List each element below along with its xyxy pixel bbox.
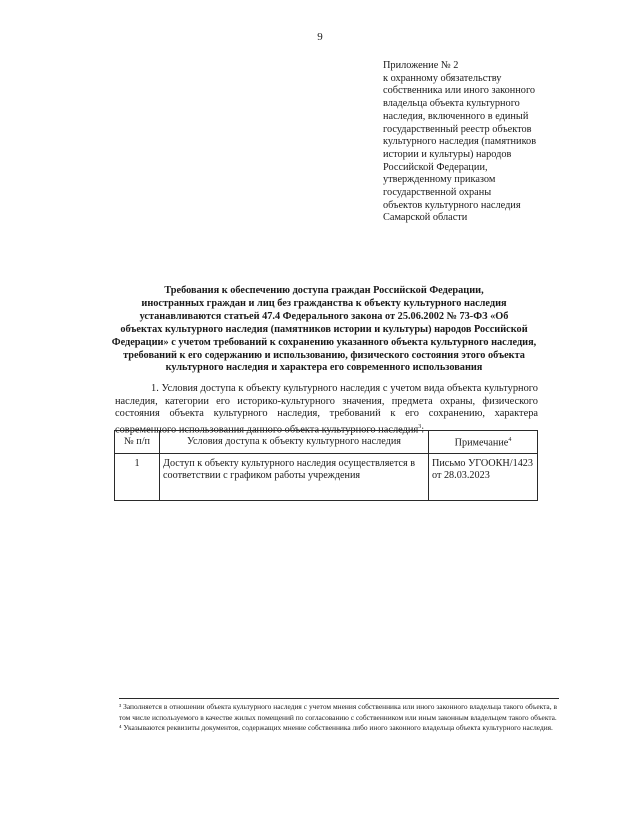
appendix-line: объектов культурного наследия (383, 199, 521, 211)
access-conditions-table (114, 430, 538, 501)
cell-conditions: Доступ к объекту культурного наследия осуществляется в соответствии с графиком работы учреждения (160, 454, 429, 501)
appendix-block (383, 60, 613, 225)
appendix-line: Самарской области (383, 212, 468, 224)
appendix-line: истории и культуры) народов (383, 148, 512, 160)
heading-line: Федерации» с учетом требований к сохранению указанного объекта культурного наследия, (111, 336, 537, 348)
footnote-3: ³ Заполняется в отношении объекта культурного наследия с учетом мнения собственника или иного законного владельца такого объекта, в том числе используемого в качестве жилых помещений по согласованию с собственником или иным законным владельцем такого объекта. (119, 702, 557, 722)
appendix-line: государственной охраны (383, 187, 492, 199)
paragraph-text: 1. Условия доступа к объекту культурного наследия с учетом вида объекта культурного наследия, категории его историко-культурного значения, предмета охраны, физического состояния объекта культурного наследия, требований к его сохранению, характера современного использования данного объекта культурного наследия (115, 383, 538, 436)
heading-line: культурного наследия и характера его современного использования (165, 362, 483, 374)
footnote-separator (119, 698, 559, 699)
heading-line: объектах культурного наследия (памятников истории и культуры) народов Российской (120, 323, 528, 335)
appendix-line: владельца объекта культурного (383, 98, 520, 110)
header-note (429, 431, 538, 454)
appendix-line: собственника или иного законного (383, 85, 536, 97)
table-row (115, 454, 538, 501)
heading-line: устанавливаются статьей 47.4 Федерального закона от 25.06.2002 № 73-ФЗ «Об (139, 310, 509, 322)
header-conditions: Условия доступа к объекту культурного наследия (160, 431, 429, 454)
appendix-line: к охранному обязательству (383, 72, 502, 84)
appendix-line: Приложение № 2 (383, 60, 459, 71)
appendix-line: наследия, включенного в единый (383, 110, 529, 122)
cell-number: 1 (115, 454, 160, 501)
appendix-line: Российской Федерации, (383, 161, 488, 173)
footnote-ref-3: 3 (418, 424, 422, 431)
appendix-line: государственный реестр объектов (383, 123, 532, 135)
header-note-label: Примечание (454, 437, 509, 449)
paragraph-end: : (421, 424, 425, 436)
table-header-row (115, 431, 538, 454)
page-number: 9 (317, 31, 323, 43)
heading-line: требований к его содержанию и использованию, физического состояния этого объекта (123, 349, 525, 361)
appendix-line: культурного наследия (памятников (383, 136, 537, 148)
heading-line: Требования к обеспечению доступа граждан Российской Федерации, (164, 285, 484, 296)
header-number: № п/п (115, 431, 160, 454)
heading-line: иностранных граждан и лиц без гражданства к объекту культурного наследия (141, 297, 507, 309)
footnotes (119, 702, 557, 734)
footnote-ref-4: 4 (508, 437, 512, 444)
footnote-4: ⁴ Указываются реквизиты документов, содержащих мнение собственника либо иного законного владельца объекта культурного наследия. (119, 723, 553, 733)
note-line: от 28.03.2023 (432, 470, 490, 482)
cell-note (429, 454, 538, 501)
appendix-line: утвержденному приказом (383, 174, 496, 186)
document-heading (108, 285, 540, 375)
note-line: Письмо УГООКН/1423 (432, 458, 533, 469)
